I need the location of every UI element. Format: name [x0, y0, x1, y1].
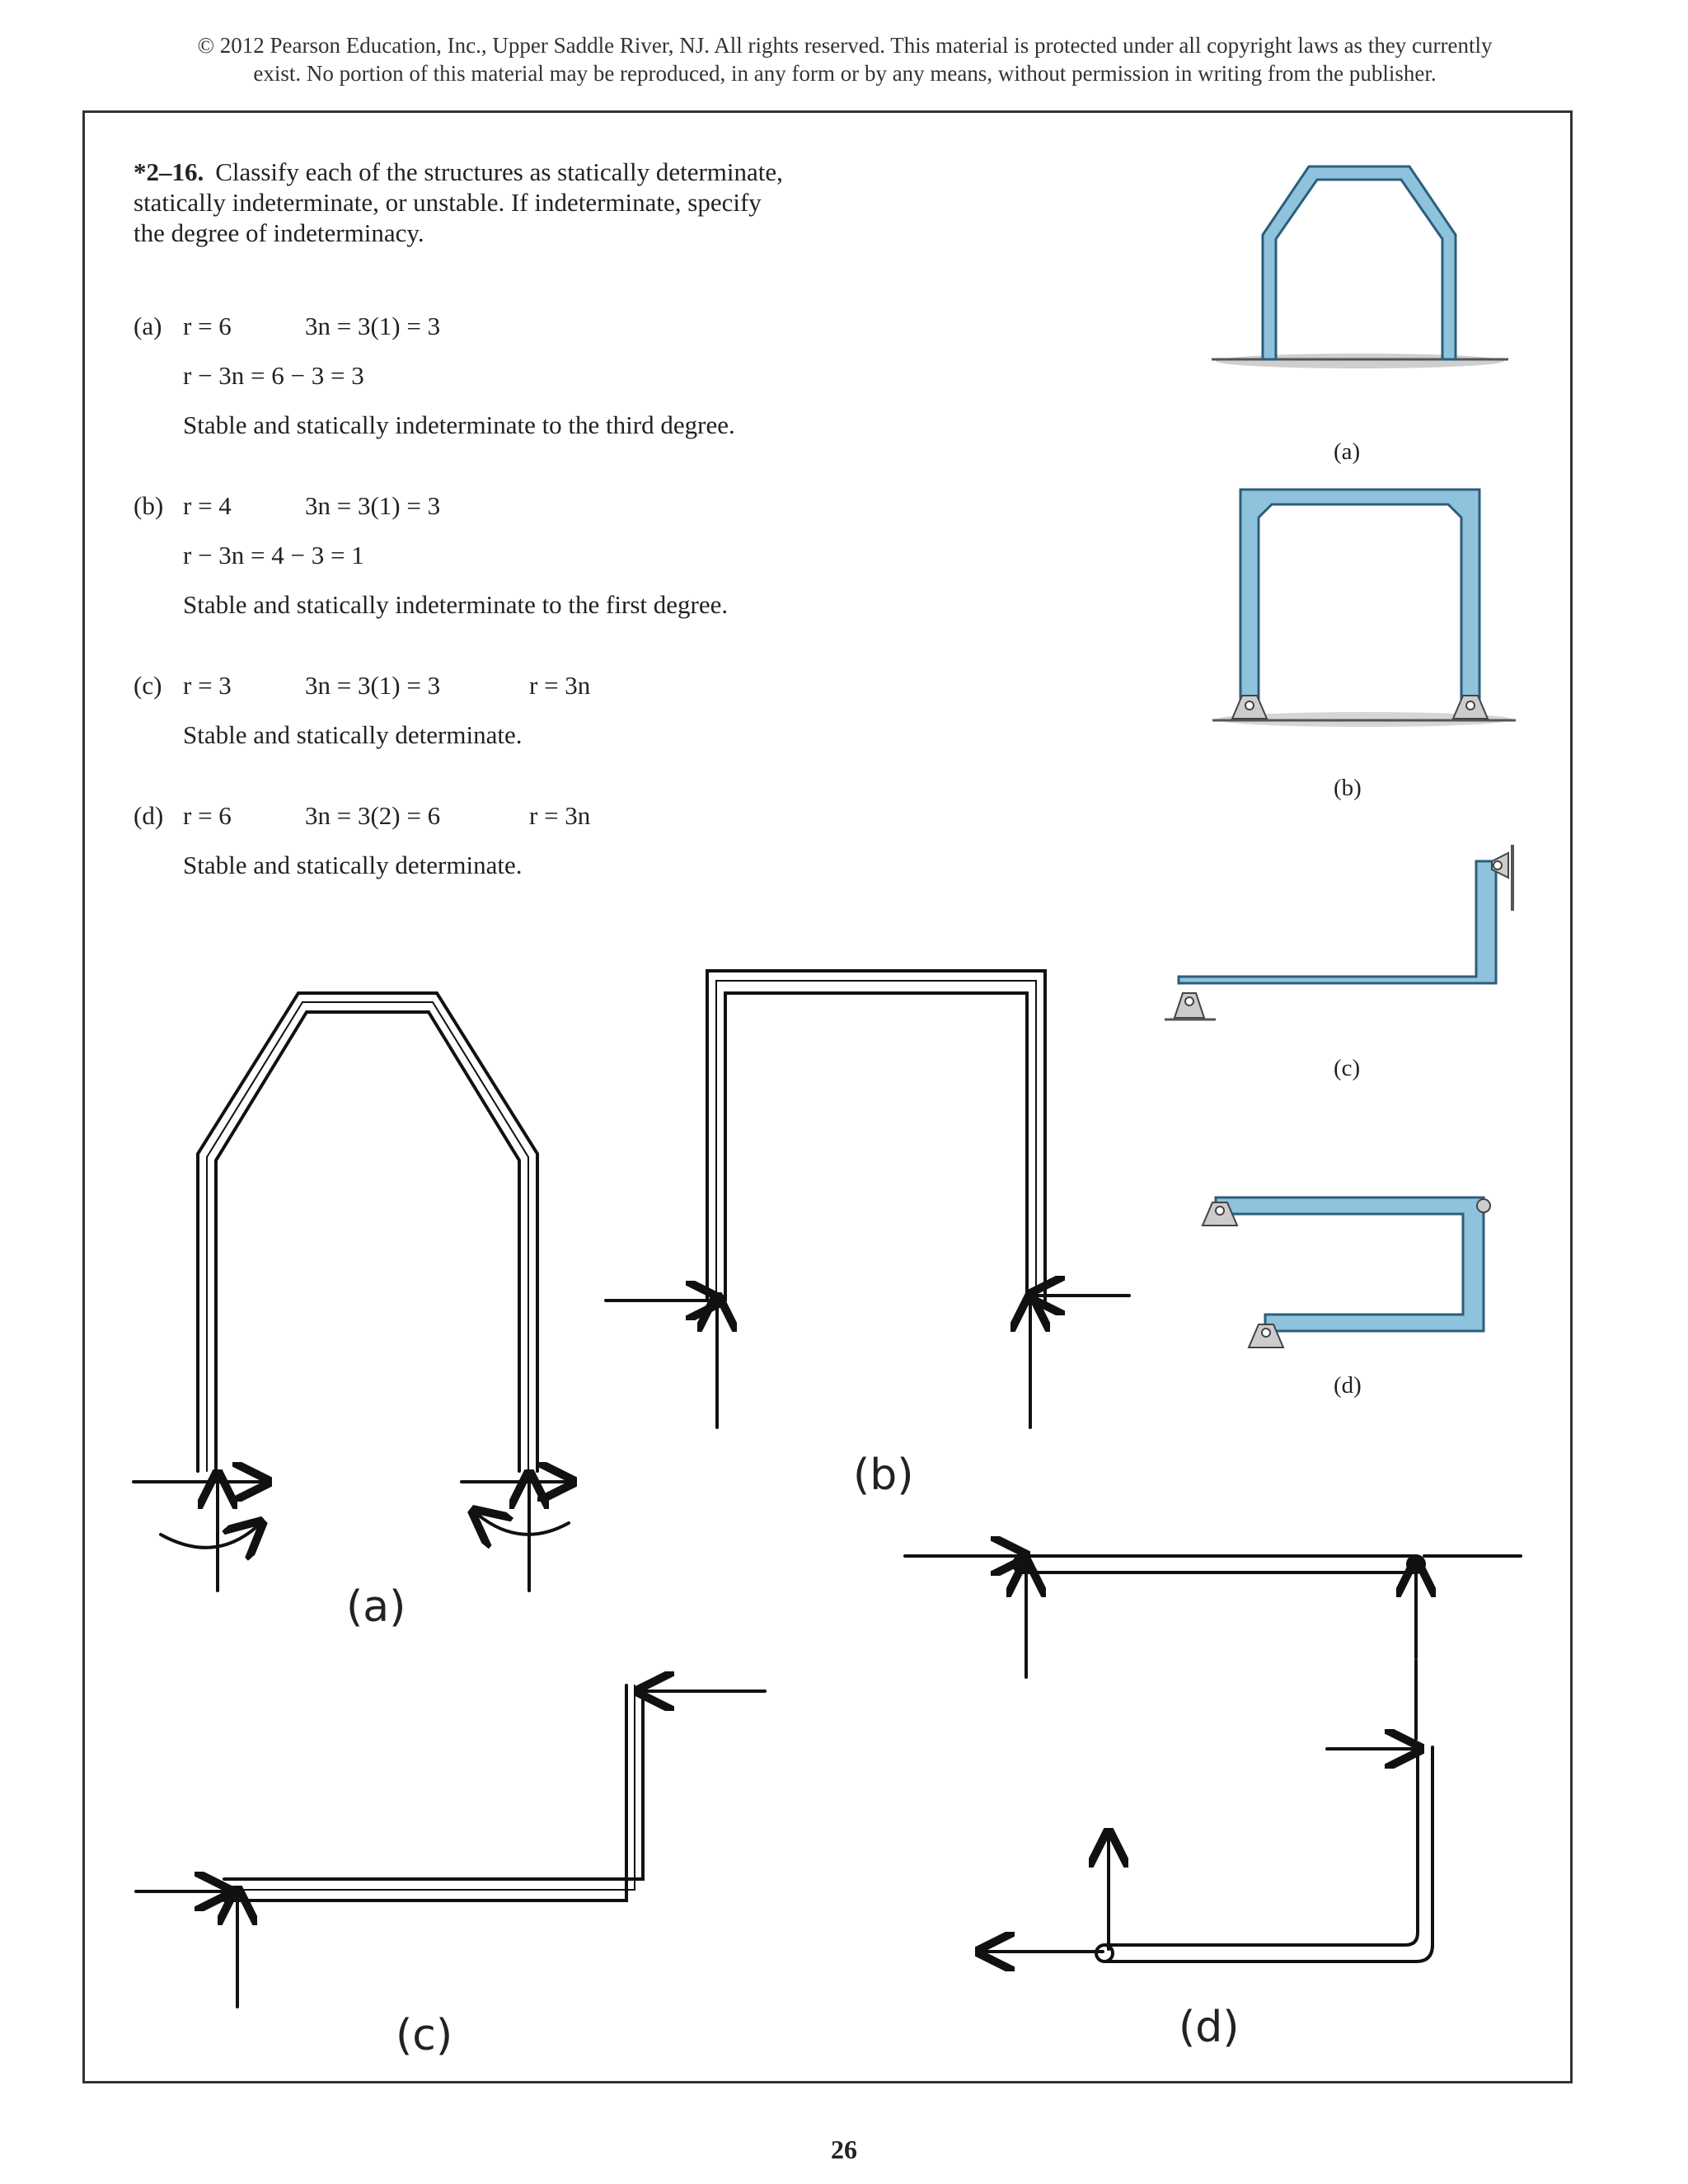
part-d-label: (d)	[134, 801, 164, 830]
part-b-eq1: r = 4	[183, 491, 232, 520]
sketch-a-arch	[134, 993, 569, 1591]
problem-number: *2–16.	[134, 157, 204, 186]
part-c-eq1: r = 3	[183, 671, 232, 700]
part-a-eq3: r − 3n = 6 − 3 = 3	[183, 361, 364, 390]
copyright-line-1: © 2012 Pearson Education, Inc., Upper Saddle River, NJ. All rights reserved. This material is protected under all copyright laws as they currently	[197, 33, 1493, 58]
figure-c-label: (c)	[1334, 1055, 1361, 1081]
figure-b-label: (b)	[1334, 775, 1362, 801]
sketch-a-label: (a)	[346, 1582, 406, 1632]
part-a-eq2: 3n = 3(1) = 3	[305, 312, 441, 340]
sketch-c-l-frame	[136, 1685, 765, 2007]
sketch-d-c-frame	[905, 1556, 1521, 1961]
part-d-eq3: r = 3n	[529, 801, 591, 830]
part-c-conclusion: Stable and statically determinate.	[183, 720, 523, 749]
part-c-label: (c)	[134, 671, 162, 700]
part-a-label: (a)	[134, 312, 162, 340]
part-d-conclusion: Stable and statically determinate.	[183, 851, 523, 879]
page-number: 26	[831, 2135, 857, 2164]
sketch-c-label: (c)	[396, 2011, 453, 2060]
problem-text: Classify each of the structures as statically determinate, statically indeterminate, or unstable. If indeterminate, specify the degree of indeterminacy.	[134, 157, 783, 247]
copyright-line-2: exist. No portion of this material may be reproduced, in any form or by any means, without permission in writing from the publisher.	[253, 61, 1437, 86]
figure-a-label: (a)	[1334, 438, 1361, 465]
part-b-eq2: 3n = 3(1) = 3	[305, 491, 441, 520]
sketch-d-label: (d)	[1179, 2003, 1240, 2052]
figure-d-label: (d)	[1334, 1372, 1362, 1399]
part-b-label: (b)	[134, 491, 164, 520]
part-c-eq2: 3n = 3(1) = 3	[305, 671, 441, 700]
sketch-b-label: (b)	[853, 1451, 914, 1500]
part-c-eq3: r = 3n	[529, 671, 591, 700]
part-a-eq1: r = 6	[183, 312, 232, 340]
part-b-conclusion: Stable and statically indeterminate to the first degree.	[183, 590, 729, 619]
sketch-b-portal	[606, 971, 1129, 1427]
part-b-eq3: r − 3n = 4 − 3 = 1	[183, 541, 364, 569]
part-a-conclusion: Stable and statically indeterminate to the third degree.	[183, 410, 735, 439]
part-d-eq2: 3n = 3(2) = 6	[305, 801, 441, 830]
part-d-eq1: r = 6	[183, 801, 232, 830]
